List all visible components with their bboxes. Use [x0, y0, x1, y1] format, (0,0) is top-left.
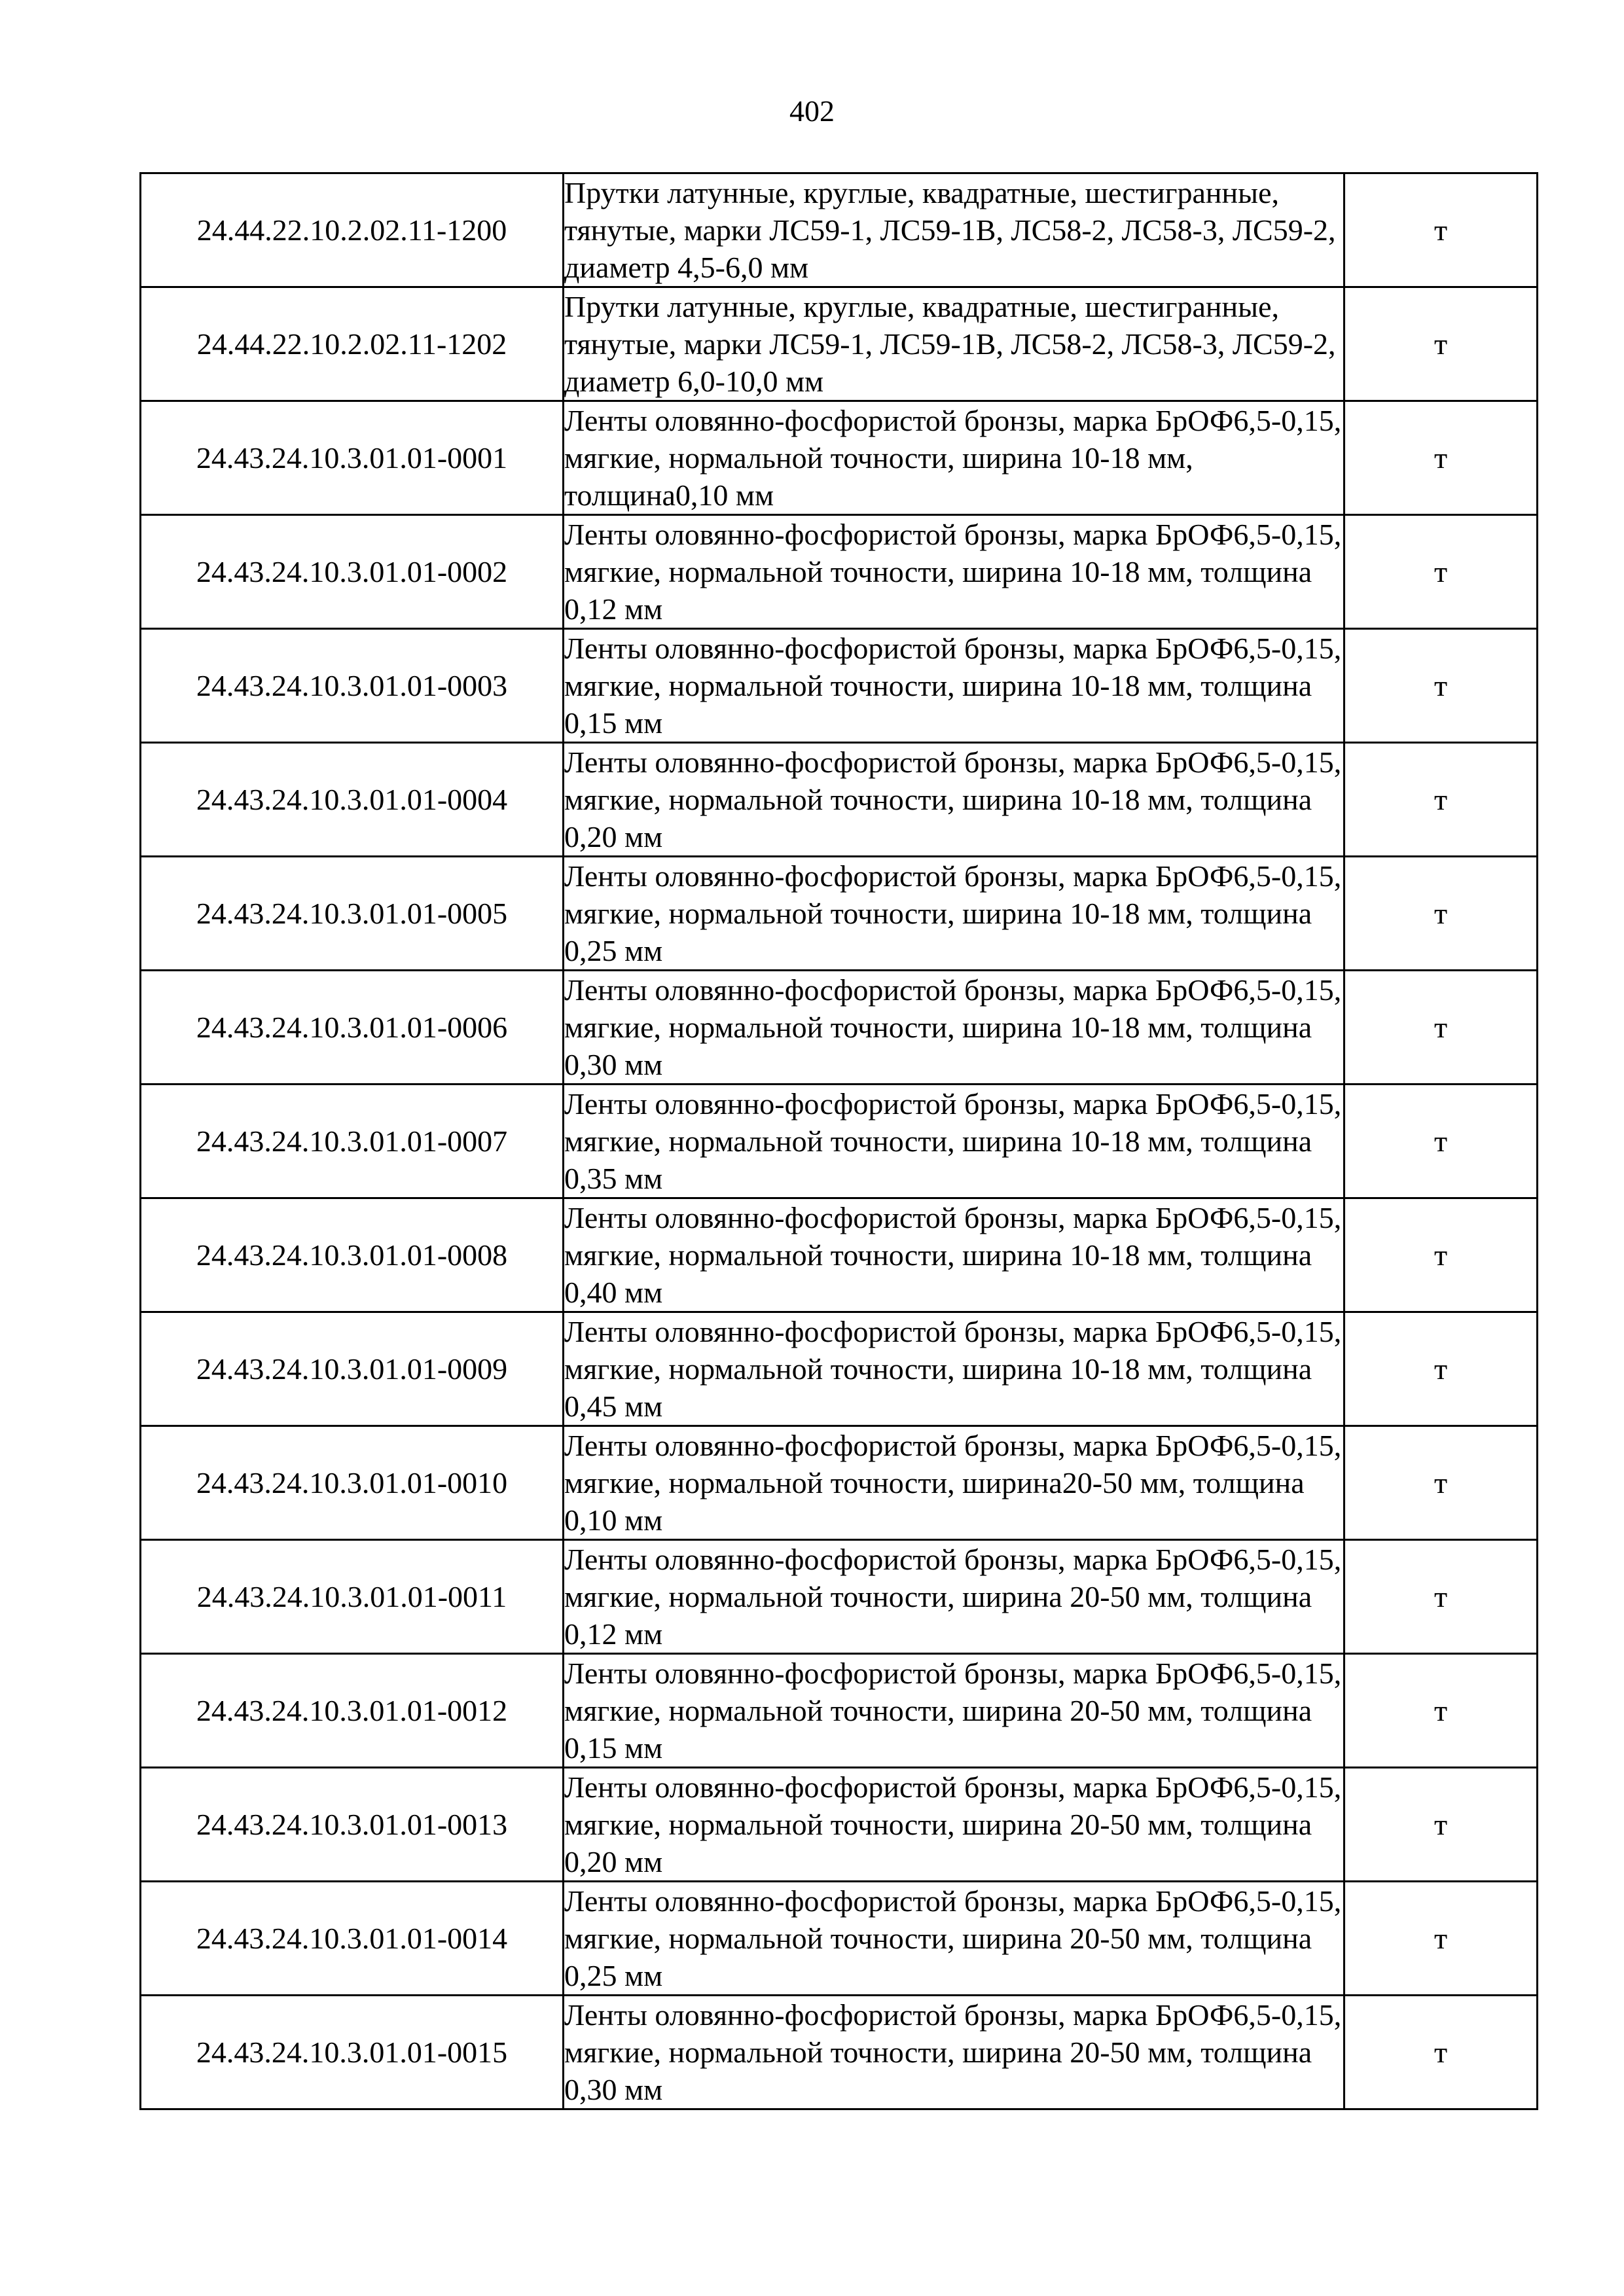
table-row [141, 743, 1538, 857]
resource-code: 24.43.24.10.3.01.01-0012 [141, 1654, 564, 1768]
unit-of-measure: т [1344, 629, 1538, 743]
resource-name: Ленты оловянно-фосфористой бронзы, марка БрОФ6,5-0,15, мягкие, нормальной точности, ширина20-50 мм, толщина 0,10 мм [564, 1426, 1344, 1540]
table-row [141, 1312, 1538, 1426]
table-row [141, 287, 1538, 401]
unit-of-measure: т [1344, 1882, 1538, 1996]
unit-of-measure: т [1344, 1312, 1538, 1426]
resource-name: Ленты оловянно-фосфористой бронзы, марка БрОФ6,5-0,15, мягкие, нормальной точности, ширина 10-18 мм, толщина 0,25 мм [564, 857, 1344, 971]
resource-code: 24.43.24.10.3.01.01-0014 [141, 1882, 564, 1996]
resource-code: 24.43.24.10.3.01.01-0011 [141, 1540, 564, 1654]
unit-of-measure: т [1344, 971, 1538, 1085]
resource-name: Ленты оловянно-фосфористой бронзы, марка БрОФ6,5-0,15, мягкие, нормальной точности, ширина 20-50 мм, толщина 0,20 мм [564, 1768, 1344, 1882]
resource-name: Ленты оловянно-фосфористой бронзы, марка БрОФ6,5-0,15, мягкие, нормальной точности, ширина 20-50 мм, толщина 0,15 мм [564, 1654, 1344, 1768]
resource-name: Ленты оловянно-фосфористой бронзы, марка БрОФ6,5-0,15, мягкие, нормальной точности, ширина 10-18 мм, толщина 0,12 мм [564, 515, 1344, 629]
resource-name: Прутки латунные, круглые, квадратные, шестигранные, тянутые, марки ЛС59-1, ЛС59-1В, ЛС58-2, ЛС58-3, ЛС59-2, диаметр 6,0-10,0 мм [564, 287, 1344, 401]
resource-name: Ленты оловянно-фосфористой бронзы, марка БрОФ6,5-0,15, мягкие, нормальной точности, ширина 10-18 мм, толщина 0,45 мм [564, 1312, 1344, 1426]
resource-name: Ленты оловянно-фосфористой бронзы, марка БрОФ6,5-0,15, мягкие, нормальной точности, ширина 10-18 мм, толщина 0,20 мм [564, 743, 1344, 857]
resource-code: 24.44.22.10.2.02.11-1202 [141, 287, 564, 401]
resource-name: Ленты оловянно-фосфористой бронзы, марка БрОФ6,5-0,15, мягкие, нормальной точности, ширина 20-50 мм, толщина 0,25 мм [564, 1882, 1344, 1996]
table-row [141, 1198, 1538, 1312]
resource-code: 24.43.24.10.3.01.01-0004 [141, 743, 564, 857]
unit-of-measure: т [1344, 743, 1538, 857]
unit-of-measure: т [1344, 1198, 1538, 1312]
resource-name: Ленты оловянно-фосфористой бронзы, марка БрОФ6,5-0,15, мягкие, нормальной точности, ширина 20-50 мм, толщина 0,30 мм [564, 1996, 1344, 2109]
resource-code: 24.43.24.10.3.01.01-0005 [141, 857, 564, 971]
unit-of-measure: т [1344, 287, 1538, 401]
unit-of-measure: т [1344, 1540, 1538, 1654]
resource-table [139, 172, 1538, 2110]
resource-code: 24.43.24.10.3.01.01-0007 [141, 1085, 564, 1198]
resource-name: Ленты оловянно-фосфористой бронзы, марка БрОФ6,5-0,15, мягкие, нормальной точности, ширина 10-18 мм, толщина 0,40 мм [564, 1198, 1344, 1312]
resource-code: 24.43.24.10.3.01.01-0010 [141, 1426, 564, 1540]
unit-of-measure: т [1344, 1996, 1538, 2109]
table-row [141, 857, 1538, 971]
resource-name: Ленты оловянно-фосфористой бронзы, марка БрОФ6,5-0,15, мягкие, нормальной точности, ширина 10-18 мм, толщина 0,35 мм [564, 1085, 1344, 1198]
resource-name: Ленты оловянно-фосфористой бронзы, марка БрОФ6,5-0,15, мягкие, нормальной точности, ширина 10-18 мм, толщина0,10 мм [564, 401, 1344, 515]
table-row [141, 1996, 1538, 2109]
resource-code: 24.43.24.10.3.01.01-0013 [141, 1768, 564, 1882]
table-row [141, 173, 1538, 287]
resource-code: 24.43.24.10.3.01.01-0006 [141, 971, 564, 1085]
resource-code: 24.43.24.10.3.01.01-0008 [141, 1198, 564, 1312]
resource-name: Ленты оловянно-фосфористой бронзы, марка БрОФ6,5-0,15, мягкие, нормальной точности, ширина 10-18 мм, толщина 0,15 мм [564, 629, 1344, 743]
unit-of-measure: т [1344, 1085, 1538, 1198]
table-row [141, 1654, 1538, 1768]
resource-name: Ленты оловянно-фосфористой бронзы, марка БрОФ6,5-0,15, мягкие, нормальной точности, ширина 20-50 мм, толщина 0,12 мм [564, 1540, 1344, 1654]
unit-of-measure: т [1344, 515, 1538, 629]
resource-name: Прутки латунные, круглые, квадратные, шестигранные, тянутые, марки ЛС59-1, ЛС59-1В, ЛС58-2, ЛС58-3, ЛС59-2, диаметр 4,5-6,0 мм [564, 173, 1344, 287]
table-row [141, 515, 1538, 629]
table-row [141, 401, 1538, 515]
resource-code: 24.43.24.10.3.01.01-0001 [141, 401, 564, 515]
resource-code: 24.43.24.10.3.01.01-0003 [141, 629, 564, 743]
unit-of-measure: т [1344, 401, 1538, 515]
table-row [141, 1540, 1538, 1654]
unit-of-measure: т [1344, 173, 1538, 287]
table-row [141, 1085, 1538, 1198]
table-row [141, 971, 1538, 1085]
table-row [141, 1426, 1538, 1540]
resource-code: 24.43.24.10.3.01.01-0002 [141, 515, 564, 629]
unit-of-measure: т [1344, 1426, 1538, 1540]
table-row [141, 629, 1538, 743]
unit-of-measure: т [1344, 857, 1538, 971]
table-row [141, 1882, 1538, 1996]
table-row [141, 1768, 1538, 1882]
resource-name: Ленты оловянно-фосфористой бронзы, марка БрОФ6,5-0,15, мягкие, нормальной точности, ширина 10-18 мм, толщина 0,30 мм [564, 971, 1344, 1085]
unit-of-measure: т [1344, 1654, 1538, 1768]
unit-of-measure: т [1344, 1768, 1538, 1882]
resource-code: 24.43.24.10.3.01.01-0015 [141, 1996, 564, 2109]
page-number: 402 [789, 94, 835, 128]
resource-code: 24.43.24.10.3.01.01-0009 [141, 1312, 564, 1426]
resource-code: 24.44.22.10.2.02.11-1200 [141, 173, 564, 287]
